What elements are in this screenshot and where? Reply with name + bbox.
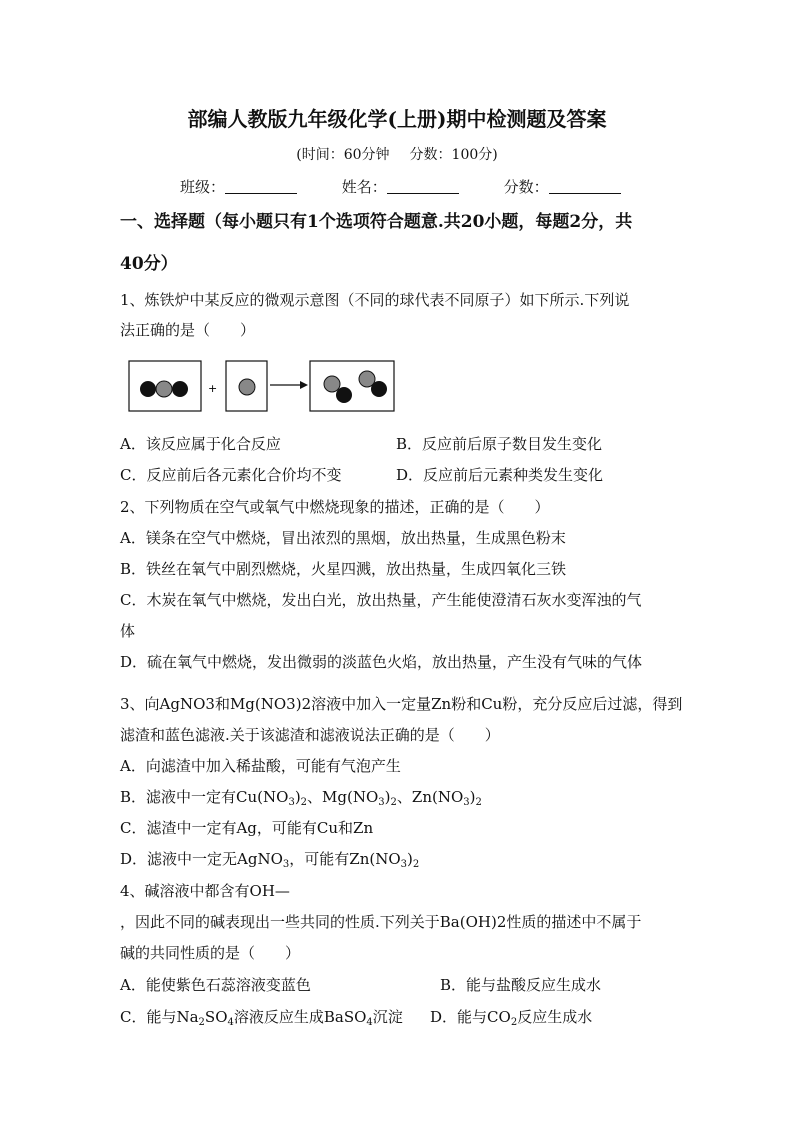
name-blank: [387, 179, 459, 194]
q2-option-b: B．铁丝在氧气中剧烈燃烧，火星四溅，放出热量，生成四氧化三铁: [120, 560, 567, 578]
score-blank: [549, 179, 621, 194]
time-limit: (时间：60分钟: [296, 147, 390, 163]
q3-stem-cont: 滤渣和蓝色滤液.关于该滤渣和滤液说法正确的是（ ）: [120, 726, 500, 744]
class-blank: [225, 179, 297, 194]
class-label: 班级：: [180, 178, 226, 196]
reaction-diagram: [128, 360, 398, 416]
q4-stem: 4、碱溶液中都含有OH—: [120, 882, 290, 900]
score-label: 分数：: [503, 178, 549, 196]
q4-option-a: A．能使紫色石蕊溶液变蓝色: [120, 976, 311, 994]
q3-option-d: D．滤液中一定无AgNO$_3$，可能有$Zn(NO_3)_2$: [120, 850, 420, 870]
q4-option-d: D．能与$CO_2$反应生成水: [430, 1008, 593, 1028]
arrow-head-icon: [300, 381, 308, 389]
total-score: 分数：100分): [409, 147, 498, 163]
section-heading: 一、选择题（每小题只有1个选项符合题意.共20小题，每题2分，共: [120, 212, 633, 232]
q2-option-c-cont: 体: [120, 622, 136, 640]
q1-option-b: B．反应前后原子数目发生变化: [396, 435, 603, 453]
q1-option-c: C．反应前后各元素化合价均不变: [120, 466, 342, 484]
q4-option-c: C．能与$Na_2SO_4$溶液反应生成BaSO$_4$沉淀: [120, 1008, 403, 1028]
q3-option-a: A．向滤渣中加入稀盐酸，可能有气泡产生: [120, 757, 401, 775]
grey-atom: [324, 376, 340, 392]
q1-option-a: A．该反应属于化合反应: [120, 435, 281, 453]
grey-atom: [239, 379, 255, 395]
grey-atom: [156, 381, 172, 397]
q2-option-d: D．硫在氧气中燃烧，发出微弱的淡蓝色火焰，放出热量，产生没有气味的气体: [120, 653, 643, 671]
q4-stem-cont: ，因此不同的碱表现出一些共同的性质.下列关于Ba(OH)2性质的描述中不属于: [120, 913, 642, 931]
q3-option-c: C．滤渣中一定有Ag，可能有Cu和Zn: [120, 819, 374, 837]
q3-option-b: B．滤液中一定有$Cu(NO_3)_2$、$Mg(NO_3)_2$、$Zn(NO_3)_2$: [120, 788, 482, 808]
q1-option-d: D．反应前后元素种类发生变化: [396, 466, 604, 484]
exam-subtitle: [0, 144, 794, 164]
black-atom: [371, 381, 387, 397]
black-atom: [172, 381, 188, 397]
student-info: [180, 176, 661, 197]
q2-stem: 2、下列物质在空气或氧气中燃烧现象的描述，正确的是（ ）: [120, 498, 550, 516]
black-atom: [336, 387, 352, 403]
q3-stem: 3、向AgNO3和Mg(NO3)2溶液中加入一定量Zn粉和Cu粉，充分反应后过滤，得到: [120, 695, 683, 713]
q1-stem-cont: 法正确的是（ ）: [120, 321, 256, 339]
q2-option-c: C．木炭在氧气中燃烧，发出白光，放出热量，产生能使澄清石灰水变浑浊的气: [120, 591, 642, 609]
name-label: 姓名：: [341, 178, 387, 196]
q1-stem: 1、炼铁炉中某反应的微观示意图（不同的球代表不同原子）如下所示.下列说: [120, 291, 630, 309]
black-atom: [140, 381, 156, 397]
q2-option-a: A．镁条在空气中燃烧，冒出浓烈的黑烟，放出热量，生成黑色粉末: [120, 529, 566, 547]
plus-sign: +: [208, 382, 218, 395]
section-heading-cont: 40分）: [120, 254, 178, 274]
q4-stem-cont2: 碱的共同性质的是（ ）: [120, 944, 301, 962]
q4-option-b: B．能与盐酸反应生成水: [440, 976, 602, 994]
page-title: 部编人教版九年级化学(上册)期中检测题及答案: [187, 107, 607, 131]
